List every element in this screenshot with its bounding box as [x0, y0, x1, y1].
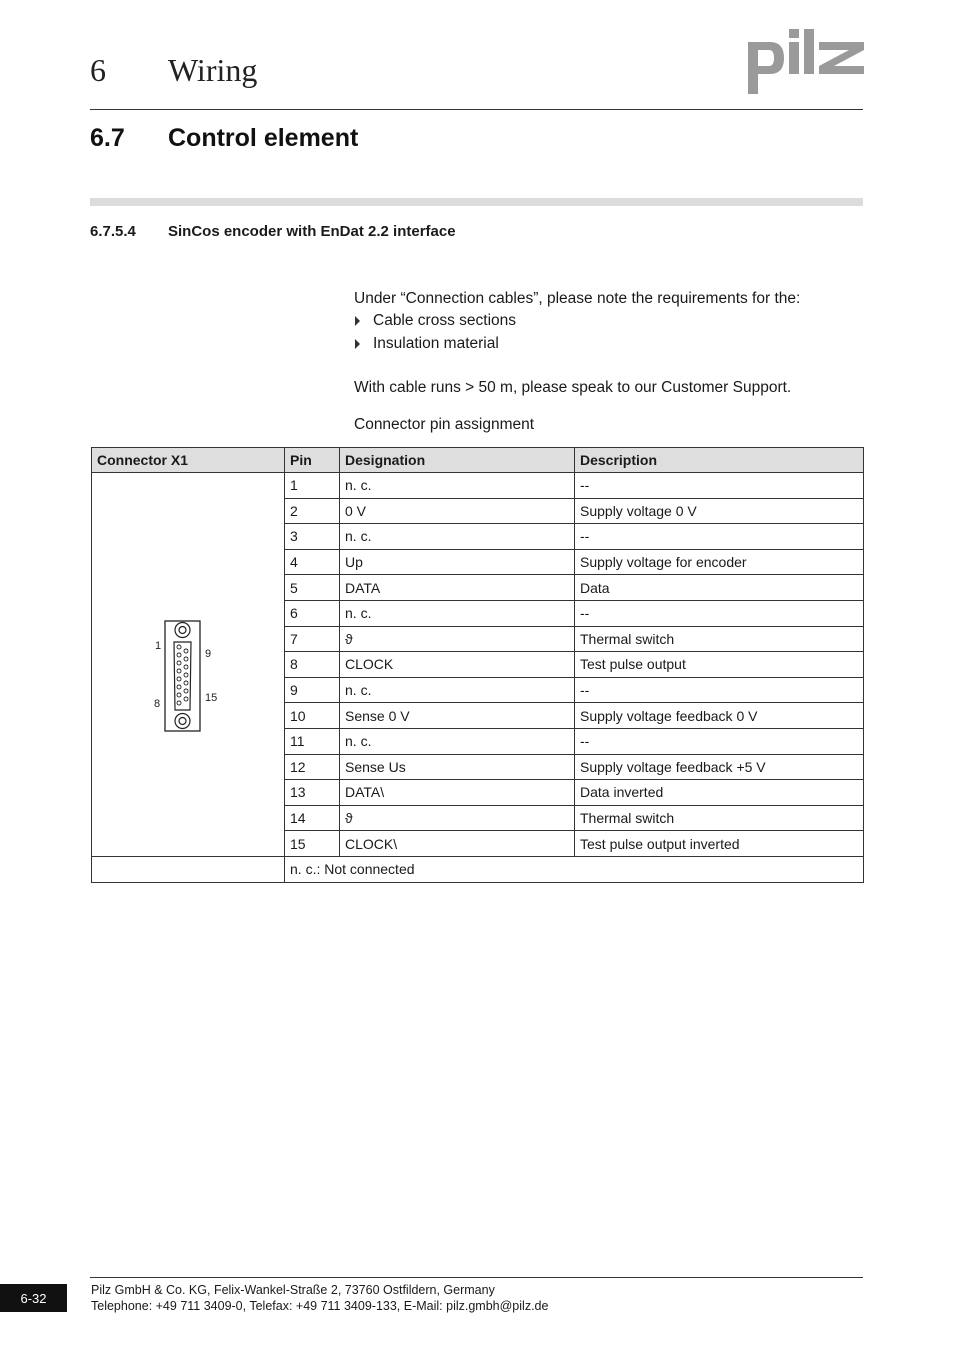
- pin-cell: 3: [285, 524, 340, 550]
- designation-cell: n. c.: [340, 600, 575, 626]
- designation-cell: Sense Us: [340, 754, 575, 780]
- pin-cell: 9: [285, 677, 340, 703]
- header-pin: Pin: [285, 448, 340, 473]
- designation-cell: n. c.: [340, 728, 575, 754]
- pin-cell: 4: [285, 549, 340, 575]
- subsection-number: 6.7.5.4: [90, 223, 136, 240]
- table-caption: Connector pin assignment: [354, 416, 535, 433]
- section-number: 6.7: [90, 124, 125, 152]
- designation-cell: CLOCK: [340, 652, 575, 678]
- pin-assignment-table: [91, 447, 864, 883]
- description-cell: Supply voltage feedback 0 V: [575, 703, 864, 729]
- connector-label-pin9: 9: [205, 648, 212, 660]
- connector-label-pin8: 8: [154, 698, 161, 710]
- pin-cell: 8: [285, 652, 340, 678]
- description-cell: --: [575, 728, 864, 754]
- pin-cell: 2: [285, 498, 340, 524]
- bullet-item: [354, 335, 499, 353]
- table-row: [92, 473, 864, 499]
- bullet-label: Cable cross sections: [373, 312, 517, 329]
- designation-cell: 0 V: [340, 498, 575, 524]
- page-number: 6-32: [0, 1284, 67, 1312]
- footer-rule: [90, 1277, 863, 1278]
- pin-cell: 5: [285, 575, 340, 601]
- pin-cell: 14: [285, 805, 340, 831]
- designation-cell: Sense 0 V: [340, 703, 575, 729]
- chapter-number: 6: [90, 52, 106, 88]
- table-header-row: [92, 448, 864, 473]
- chapter-title: Wiring: [168, 52, 258, 88]
- empty-cell: [92, 856, 285, 882]
- header-designation: Designation: [340, 448, 575, 473]
- pin-cell: 13: [285, 780, 340, 806]
- description-cell: Test pulse output: [575, 652, 864, 678]
- pin-cell: 6: [285, 600, 340, 626]
- table-footnote: n. c.: Not connected: [285, 856, 864, 882]
- description-cell: --: [575, 600, 864, 626]
- section-divider: [90, 198, 863, 206]
- header-rule: [90, 109, 863, 110]
- description-cell: --: [575, 524, 864, 550]
- bullet-arrow-icon: [355, 339, 360, 349]
- designation-cell: ϑ: [340, 626, 575, 652]
- description-cell: Supply voltage feedback +5 V: [575, 754, 864, 780]
- designation-cell: n. c.: [340, 473, 575, 499]
- sub-d-connector-icon: [152, 620, 232, 735]
- designation-cell: n. c.: [340, 524, 575, 550]
- pin-cell: 1: [285, 473, 340, 499]
- table-footnote-row: [92, 856, 864, 882]
- designation-cell: DATA\: [340, 780, 575, 806]
- section-title: Control element: [168, 124, 359, 152]
- description-cell: Thermal switch: [575, 805, 864, 831]
- connector-label-pin15: 15: [205, 692, 218, 704]
- bullet-item: [354, 312, 516, 330]
- intro-text: Under “Connection cables”, please note the requirements for the:: [354, 290, 801, 307]
- description-cell: --: [575, 473, 864, 499]
- description-cell: Thermal switch: [575, 626, 864, 652]
- footer-address: Pilz GmbH & Co. KG, Felix-Wankel-Straße 2, 73760 Ostfildern, Germany: [91, 1283, 495, 1297]
- designation-cell: n. c.: [340, 677, 575, 703]
- pilz-logo: [748, 28, 866, 96]
- pin-cell: 7: [285, 626, 340, 652]
- cable-run-note: With cable runs > 50 m, please speak to our Customer Support.: [354, 379, 792, 396]
- pin-cell: 15: [285, 831, 340, 857]
- description-cell: Supply voltage 0 V: [575, 498, 864, 524]
- description-cell: Data inverted: [575, 780, 864, 806]
- pin-cell: 11: [285, 728, 340, 754]
- designation-cell: ϑ: [340, 805, 575, 831]
- subsection-title: SinCos encoder with EnDat 2.2 interface: [168, 223, 456, 240]
- footer-contact: Telephone: +49 711 3409-0, Telefax: +49 711 3409-133, E-Mail: pilz.gmbh@pilz.de: [91, 1299, 549, 1313]
- designation-cell: DATA: [340, 575, 575, 601]
- designation-cell: CLOCK\: [340, 831, 575, 857]
- header-description: Description: [575, 448, 864, 473]
- description-cell: Supply voltage for encoder: [575, 549, 864, 575]
- pin-cell: 12: [285, 754, 340, 780]
- designation-cell: Up: [340, 549, 575, 575]
- connector-diagram-cell: [92, 473, 285, 857]
- pin-cell: 10: [285, 703, 340, 729]
- description-cell: Test pulse output inverted: [575, 831, 864, 857]
- bullet-arrow-icon: [355, 316, 360, 326]
- bullet-label: Insulation material: [373, 335, 499, 352]
- description-cell: Data: [575, 575, 864, 601]
- description-cell: --: [575, 677, 864, 703]
- header-connector: Connector X1: [92, 448, 285, 473]
- connector-label-pin1: 1: [155, 640, 162, 652]
